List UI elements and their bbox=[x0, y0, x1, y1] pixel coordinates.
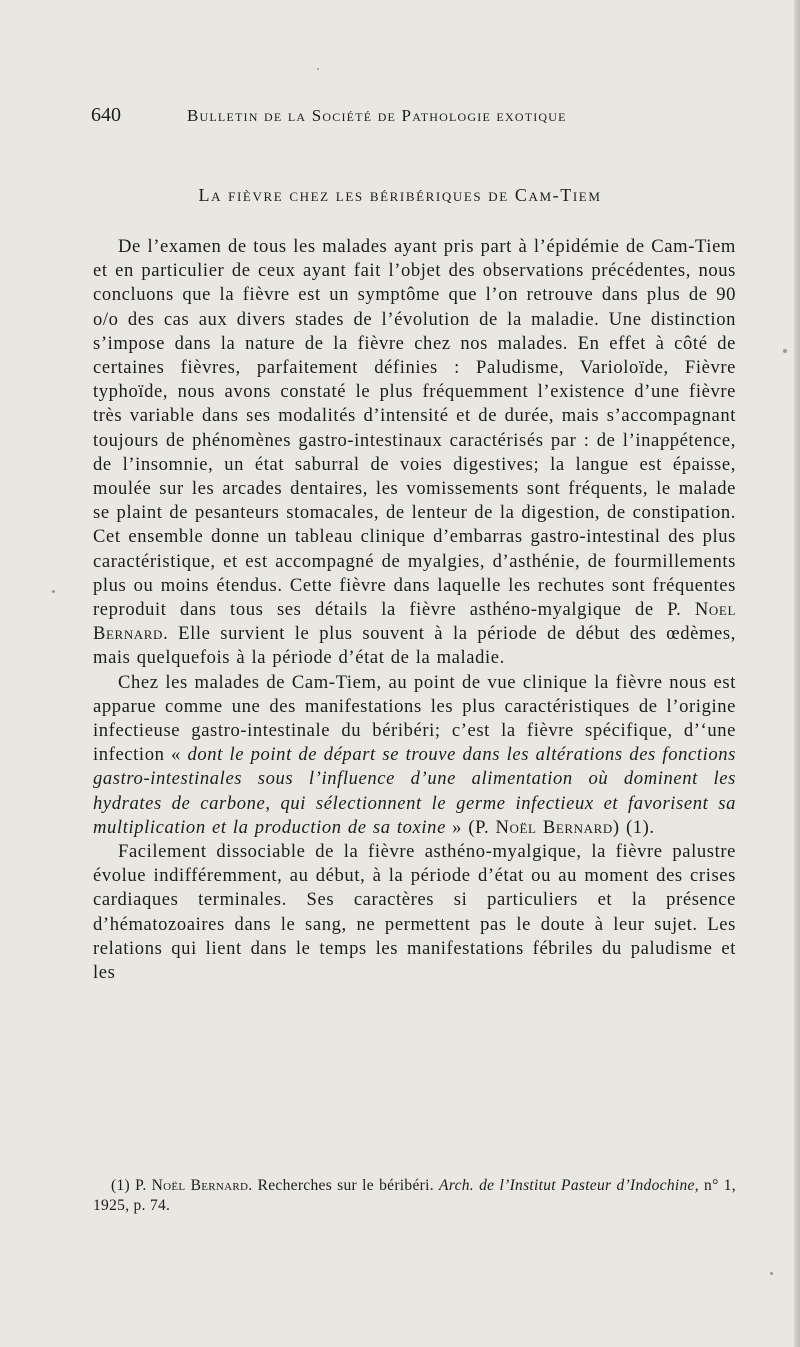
footnote-reference: ) (1). bbox=[612, 816, 655, 838]
paper-speck bbox=[52, 590, 55, 593]
footnote-marker: (1) P. bbox=[111, 1177, 152, 1194]
footnote-text bbox=[93, 1176, 736, 1216]
page-header bbox=[91, 104, 651, 130]
author-name: Noel Bernard bbox=[93, 599, 736, 645]
footnote bbox=[93, 1176, 736, 1216]
quotation: dont le point de départ se trouve dans les altérations des fonctions gastro-intestinales sous l’influence d’une alimentation où dominent les hydrates de carbone, qui sélectionnent le germe infectieux et favorisent sa multiplication et la production de sa toxine bbox=[93, 744, 736, 838]
paper-speck bbox=[783, 349, 787, 353]
text-run: De l’examen de tous les malades ayant pris part à l’épidémie de Cam-Tiem et en particulier de ceux ayant fait l’objet des observations précédentes, nous concluons que la fièvre est un symptôme que l’on retrouve dans plus de 90 o/o des cas aux divers stades de l’évolution de la maladie. Une distinction s’impose dans la nature de la fièvre chez nos malades. En effet à côté de certaines fièvres, parfaitement définies : Paludisme, Varioloïde, Fièvre typhoïde, nous avons constaté le plus fréquemment l’existence d’une fièvre très variable dans ses modalités d’intensité et de durée, mais s’accompagnant toujours de phénomènes gastro-intestinaux caractérisés par : de l’inappétence, de l’insomnie, un état saburral de voies digestives; la langue est épaisse, moulée sur les arcades dentaires, les vomissements sont fréquents, le malade se plaint de pesanteurs stomacales, de lenteur de la digestion, de constipation. Cet ensemble donne un tableau clinique d’embarras gastro-intestinal des plus caractéristique, et est accompagné de myalgies, d’asthénie, de fourmillements plus ou moins étendus. Cette fièvre dans laquelle les rechutes sont fréquentes reproduit dans tous ses détails la fièvre asthéno-myalgique de P. bbox=[93, 236, 736, 621]
paragraph bbox=[93, 235, 736, 671]
paragraph bbox=[93, 671, 736, 840]
author-name: Noël Bernard bbox=[151, 1177, 249, 1194]
article-body bbox=[93, 235, 736, 985]
text-run: » (P. bbox=[445, 816, 496, 838]
text-run: Facilement dissociable de la fièvre asthéno-myalgique, la fièvre palustre évolue indifféremment, au début, à la période d’état ou au moment des crises cardiaques terminales. Ses caractères si particuliers et la présence d’hématozoaires dans le sang, ne permettent pas le doute à leur sujet. Les relations qui lient dans le temps les manifestations fébriles du paludisme et les bbox=[93, 841, 736, 984]
paper-speck bbox=[317, 68, 319, 70]
paragraph bbox=[93, 840, 736, 985]
article-title: La fièvre chez les béribériques de Cam-Tiem bbox=[198, 185, 602, 205]
text-run: , n° 1, 1925, p. 74. bbox=[93, 1177, 736, 1214]
page-number: 640 bbox=[91, 104, 121, 126]
text-run: Chez les malades de Cam-Tiem, au point de vue clinique la fièvre nous est apparue comme une des manifestations les plus caractéristiques de l’origine infectieuse gastro-intestinale du béribéri; c’est la fièvre spécifique, d’‘une infection « bbox=[93, 671, 736, 766]
running-head: Bulletin de la Société de Pathologie exotique bbox=[187, 106, 567, 125]
text-run: . Recherches sur le béribéri. bbox=[248, 1177, 440, 1194]
paper-speck bbox=[770, 1272, 773, 1275]
text-run: . Elle survient le plus souvent à la période de début des œdèmes, mais quelquefois à la période d’état de la maladie. bbox=[93, 623, 736, 669]
journal-title: Arch. de l’Institut Pasteur d’Indochine bbox=[439, 1177, 695, 1194]
author-name: Noël Bernard bbox=[495, 816, 613, 838]
